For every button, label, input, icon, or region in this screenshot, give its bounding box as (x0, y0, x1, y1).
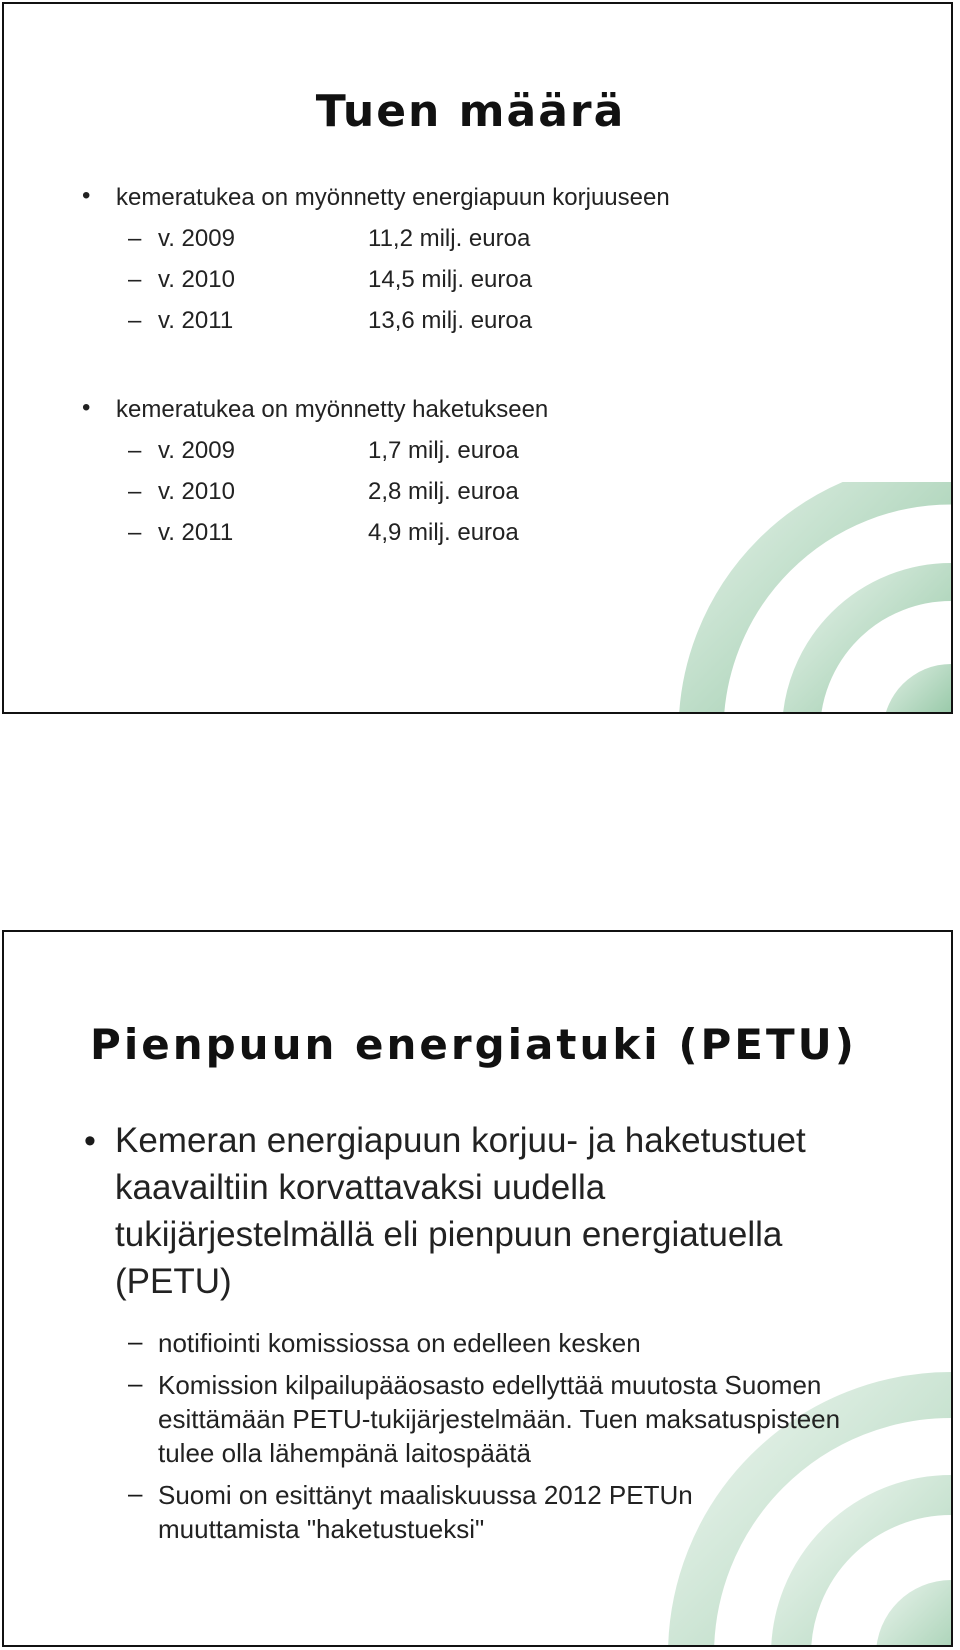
bullet-dot: • (84, 1122, 96, 1160)
bullet-dot: • (82, 182, 91, 209)
amount-value: 14,5 milj. euroa (368, 266, 533, 293)
dash-marker: – (128, 225, 142, 252)
amount-value: 13,6 milj. euroa (368, 307, 533, 334)
sub-bullet-text: Suomi on esittänyt maaliskuussa 2012 PETUn muuttamista "haketustueksi" (158, 1480, 693, 1544)
year-label: v. 2010 (158, 266, 235, 293)
amount-value: 11,2 milj. euroa (368, 225, 531, 252)
page-title: Pienpuun energiatuki (PETU) (90, 1020, 857, 1069)
year-label: v. 2010 (158, 478, 235, 505)
year-label: v. 2009 (158, 225, 235, 252)
amount-value: 2,8 milj. euroa (368, 478, 519, 505)
sub-bullet-text: notifiointi komissiossa on edelleen kesken (158, 1328, 641, 1358)
green-arcs-decoration (651, 482, 951, 712)
dash-marker: – (128, 519, 142, 546)
dash-marker: – (128, 307, 142, 334)
bullet-text: kemeratukea on myönnetty energiapuun korjuuseen (116, 184, 670, 211)
amount-value: 4,9 milj. euroa (368, 519, 519, 546)
bullet-dot: • (82, 394, 91, 421)
sub-bullet-text: Komission kilpailupääosasto edellyttää muutosta Suomen esittämään PETU-tukijärjestelmään. Tuen maksatuspisteen tulee olla lähempänä laitospäätä (158, 1370, 841, 1468)
bullet-text: kemeratukea on myönnetty haketukseen (116, 396, 549, 423)
dash-marker: – (128, 1368, 143, 1398)
dash-marker: – (128, 437, 142, 464)
dash-marker: – (128, 478, 142, 505)
year-label: v. 2009 (158, 437, 235, 464)
slide-tuen-maara (2, 2, 953, 714)
amount-value: 1,7 milj. euroa (368, 437, 519, 464)
dash-marker: – (128, 1326, 143, 1356)
main-bullet-text: Kemeran energiapuun korjuu- ja haketustuet kaavailtiin korvattavaksi uudella tukijärjestelmällä eli pienpuun energiatuella (PETU) (115, 1121, 806, 1301)
year-label: v. 2011 (158, 307, 234, 334)
page-title: Tuen määrä (315, 86, 626, 137)
dash-marker: – (128, 1478, 143, 1508)
dash-marker: – (128, 266, 142, 293)
year-label: v. 2011 (158, 519, 234, 546)
